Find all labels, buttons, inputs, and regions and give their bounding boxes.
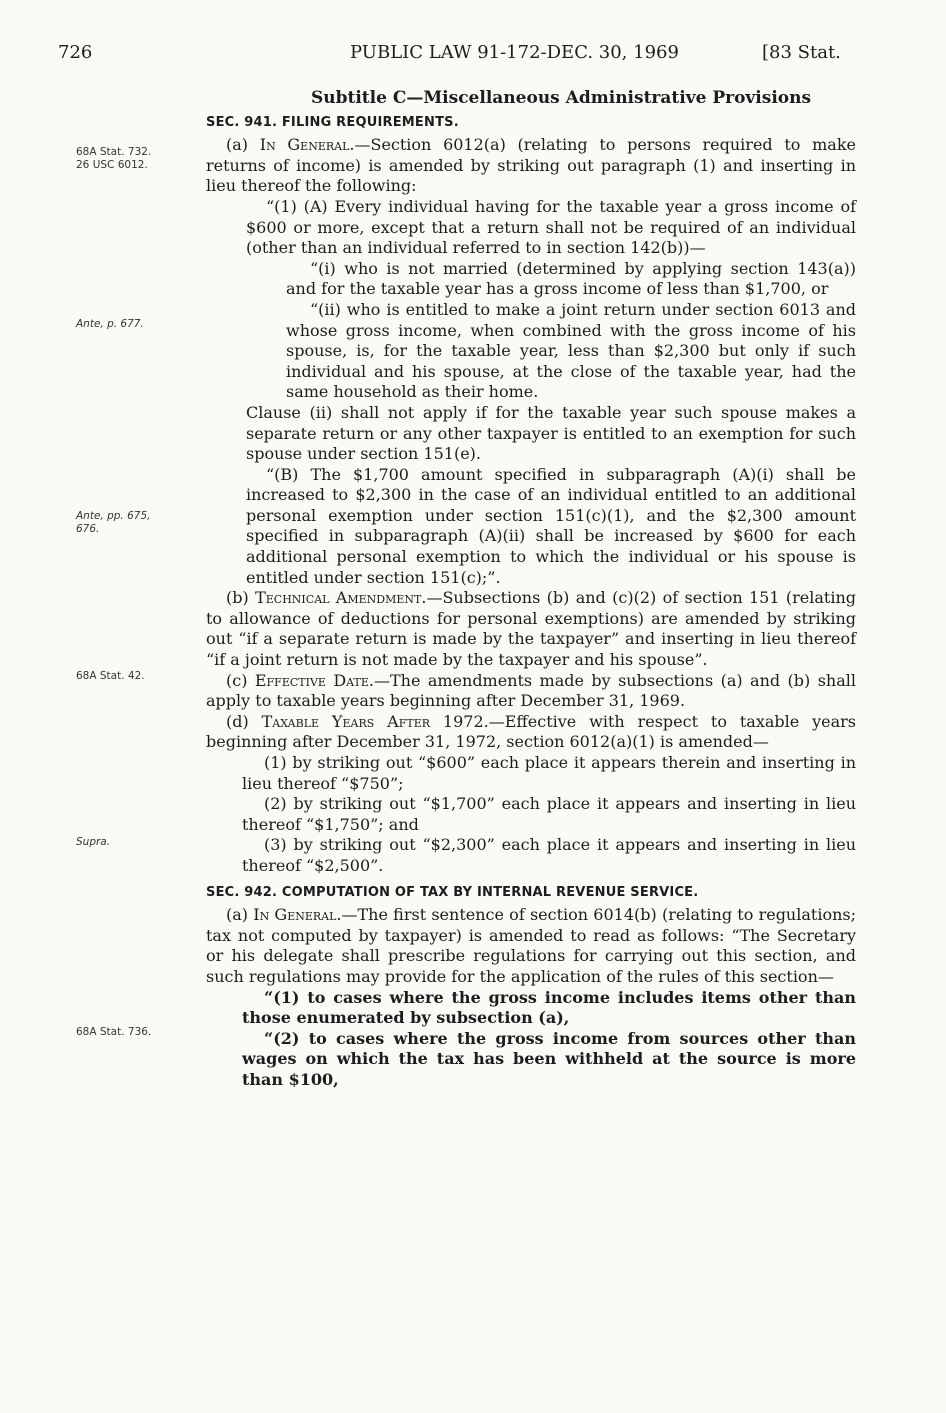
- subsection-text: —The first sentence of section 6014(b) (relating to regulations; tax not computed by taxpayer) is amended to read as follows: “The Secretary or his delegate shall prescribe regulations for carrying out this section, and such regulations may provide for the application of the rules of this section—: [206, 905, 856, 986]
- page-number: 726: [58, 42, 93, 63]
- subsection-text: —Effective with respect to taxable years beginning after December 31, 1972, section 6012(a)(1) is amended—: [206, 711, 857, 752]
- sec941-paragraph-B: “(B) The $1,700 amount specified in subparagraph (A)(i) shall be increased to $2,300 in the case of an individual entitled to an additional personal exemption under section 151(c)(1), and the $2,300 amount specified in subparagraph (A)(ii) shall be increased by $600 for each additional personal exemption to which the individual or his spouse is entitled under section 151(c);”.: [246, 464, 856, 587]
- sec941-d-item-3: (3) by striking out “$2,300” each place it appears and inserting in lieu thereof “$2,500”.: [242, 835, 856, 875]
- margin-note-ante-675: [76, 510, 196, 536]
- subsection-label: (b): [226, 588, 249, 608]
- subsection-label: (d): [226, 711, 249, 731]
- margin-note-line: 676.: [76, 523, 100, 535]
- subsection-text: —Section 6012(a) (relating to persons required to make returns of income) is amended by striking out paragraph (1) and inserting in lieu thereof the following:: [206, 135, 856, 196]
- subsection-text: —Subsections (b) and (c)(2) of section 151 (relating to allowance of deductions for personal exemptions) are amended by striking out “if a separate return is made by the taxpayer” and inserting in lieu thereof “if a joint return is not made by the taxpayer and his spouse”.: [206, 588, 856, 670]
- section-941-heading: SEC. 941. FILING REQUIREMENTS.: [206, 114, 459, 130]
- subsection-caption: Taxable Years After 1972.: [261, 711, 489, 731]
- sec941-paragraph-1A: “(1) (A) Every individual having for the taxable year a gross income of $600 or more, except that a return shall not be required of an individual (other than an individual referred to in section 142(b))—: [246, 196, 856, 258]
- subsection-label: (c): [226, 670, 248, 690]
- sec941-subsection-a: [206, 135, 856, 197]
- sec941-clause-ii: “(ii) who is entitled to make a joint return under section 6013 and whose gross income, when combined with the gross income of his spouse, is, for the taxable year, less than $2,300 but only if such individual and his spouse, at the close of the taxable year, had the same household as their home.: [286, 299, 856, 402]
- margin-note-supra: Supra.: [76, 836, 111, 848]
- subsection-caption: Effective Date.: [254, 670, 374, 690]
- sec942-subsection-a: [206, 905, 856, 987]
- sec941-d-item-1: (1) by striking out “$600” each place it appears therein and inserting in lieu thereof “$750”;: [242, 753, 856, 793]
- subsection-label: (a): [226, 135, 249, 155]
- margin-note-line: 26 USC 6012.: [76, 159, 148, 171]
- sec941-subsection-d: [206, 712, 856, 753]
- statute-body: [206, 88, 856, 1091]
- margin-note-stat-736: 68A Stat. 736.: [76, 1026, 152, 1038]
- sec942-item-1: “(1) to cases where the gross income includes items other than those enumerated by subsection (a),: [242, 987, 856, 1028]
- subsection-caption: In General.: [259, 135, 355, 155]
- subtitle-heading: Subtitle C—Miscellaneous Administrative Provisions: [310, 88, 812, 108]
- sec942-item-2: “(2) to cases where the gross income from sources other than wages on which the tax has been withheld at the source is more than $100,: [242, 1028, 856, 1089]
- subsection-caption: In General.: [253, 905, 342, 925]
- statute-reference: [83 Stat.: [762, 42, 841, 63]
- margin-note-ante-677: Ante, p. 677.: [76, 318, 144, 330]
- running-title: PUBLIC LAW 91-172-DEC. 30, 1969: [350, 42, 679, 63]
- margin-note-stat-732: [76, 146, 196, 172]
- margin-note-line: 68A Stat. 732.: [76, 146, 152, 158]
- sec941-clause-i: “(i) who is not married (determined by applying section 143(a)) and for the taxable year has a gross income of less than $1,700, or: [286, 258, 856, 299]
- sec941-subsection-b: [206, 588, 856, 670]
- margin-note-stat-42: 68A Stat. 42.: [76, 670, 145, 682]
- subsection-text: —The amendments made by subsections (a) and (b) shall apply to taxable years beginning after December 31, 1969.: [206, 670, 856, 711]
- section-942-heading: SEC. 942. COMPUTATION OF TAX BY INTERNAL REVENUE SERVICE.: [206, 884, 699, 900]
- sec941-d-item-2: (2) by striking out “$1,700” each place it appears and inserting in lieu thereof “$1,750”; and: [242, 794, 856, 834]
- subsection-caption: Technical Amendment.: [255, 588, 427, 608]
- page-header: [0, 40, 946, 70]
- sec941-subsection-c: [206, 671, 856, 712]
- subsection-label: (a): [226, 905, 249, 925]
- sec941-clause-tail: Clause (ii) shall not apply if for the taxable year such spouse makes a separate return or any other taxpayer is entitled to an exemption for such spouse under section 151(e).: [246, 402, 856, 464]
- margin-note-line: Ante, pp. 675,: [76, 510, 151, 522]
